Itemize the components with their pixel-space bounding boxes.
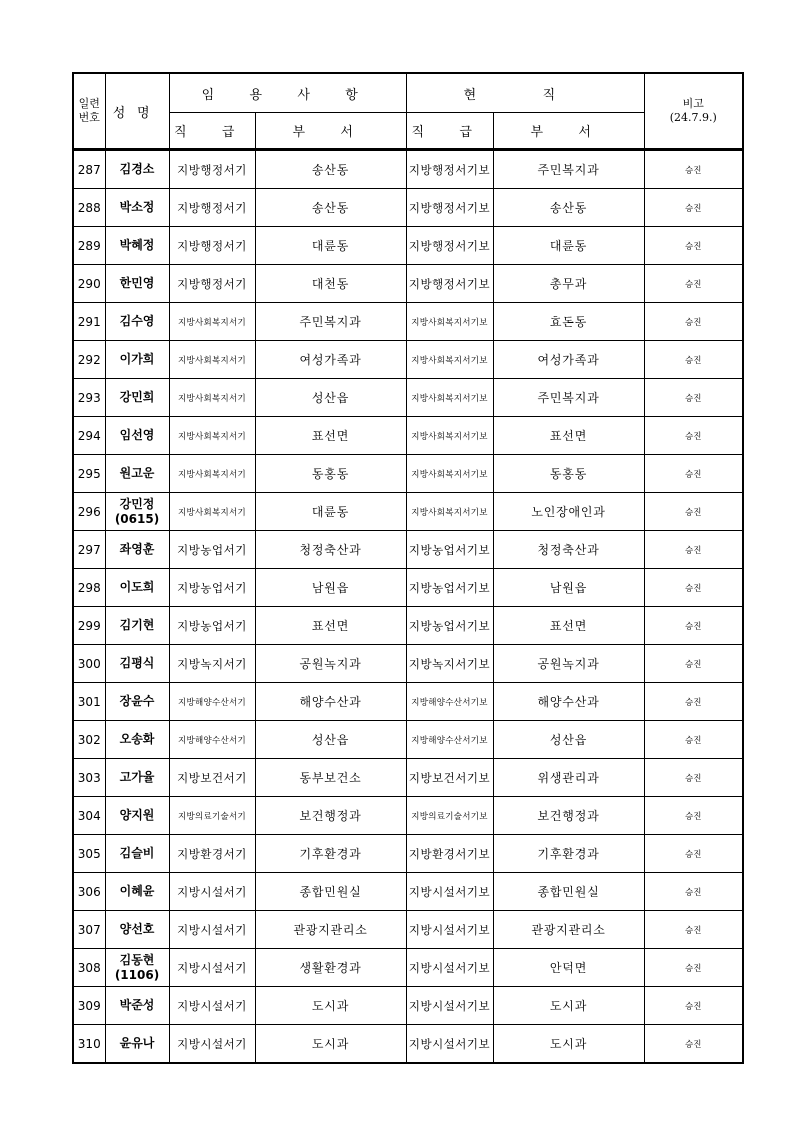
cell-cur-dept: 남원읍 xyxy=(493,569,644,607)
table-row xyxy=(73,607,743,645)
cell-new-dept: 청정축산과 xyxy=(255,531,406,569)
cell-cur-dept: 해양수산과 xyxy=(493,683,644,721)
cell-cur-dept: 기후환경과 xyxy=(493,835,644,873)
cell-cur-grade: 지방사회복지서기보 xyxy=(406,379,493,417)
table-row xyxy=(73,189,743,227)
cell-cur-grade: 지방환경서기보 xyxy=(406,835,493,873)
cell-note: 승진 xyxy=(644,607,743,645)
cell-serial: 306 xyxy=(73,873,105,911)
cell-new-dept: 기후환경과 xyxy=(255,835,406,873)
cell-cur-grade: 지방해양수산서기보 xyxy=(406,683,493,721)
table-row xyxy=(73,265,743,303)
cell-new-grade: 지방환경서기 xyxy=(169,835,255,873)
personnel-table xyxy=(72,72,744,1064)
cell-serial: 304 xyxy=(73,797,105,835)
cell-cur-dept: 청정축산과 xyxy=(493,531,644,569)
cell-cur-grade: 지방녹지서기보 xyxy=(406,645,493,683)
cell-name xyxy=(105,189,169,227)
cell-new-grade: 지방시설서기 xyxy=(169,911,255,949)
cell-note: 승진 xyxy=(644,683,743,721)
cell-note: 승진 xyxy=(644,873,743,911)
cell-serial: 297 xyxy=(73,531,105,569)
table-row xyxy=(73,987,743,1025)
cell-new-grade: 지방농업서기 xyxy=(169,569,255,607)
cell-note: 승진 xyxy=(644,341,743,379)
cell-cur-dept: 노인장애인과 xyxy=(493,493,644,531)
cell-note: 승진 xyxy=(644,227,743,265)
cell-name xyxy=(105,645,169,683)
cell-name xyxy=(105,303,169,341)
cell-serial: 289 xyxy=(73,227,105,265)
cell-serial: 309 xyxy=(73,987,105,1025)
cell-note: 승진 xyxy=(644,189,743,227)
cell-cur-grade: 지방시설서기보 xyxy=(406,911,493,949)
cell-new-dept: 종합민원실 xyxy=(255,873,406,911)
cell-cur-grade: 지방농업서기보 xyxy=(406,607,493,645)
cell-serial: 291 xyxy=(73,303,105,341)
name-text: 박소정 xyxy=(119,200,155,214)
cell-cur-grade: 지방시설서기보 xyxy=(406,949,493,987)
name-text: 양지원 xyxy=(119,808,155,822)
cell-name xyxy=(105,531,169,569)
table-row xyxy=(73,949,743,987)
cell-cur-grade: 지방사회복지서기보 xyxy=(406,341,493,379)
cell-new-dept: 관광지관리소 xyxy=(255,911,406,949)
cell-name xyxy=(105,721,169,759)
cell-cur-dept: 관광지관리소 xyxy=(493,911,644,949)
cell-serial: 308 xyxy=(73,949,105,987)
cell-name xyxy=(105,455,169,493)
cell-cur-dept: 성산읍 xyxy=(493,721,644,759)
cell-serial: 293 xyxy=(73,379,105,417)
cell-note: 승진 xyxy=(644,417,743,455)
cell-new-grade: 지방사회복지서기 xyxy=(169,379,255,417)
cell-cur-grade: 지방농업서기보 xyxy=(406,569,493,607)
cell-cur-dept: 주민복지과 xyxy=(493,151,644,189)
cell-name xyxy=(105,379,169,417)
cell-new-dept: 대천동 xyxy=(255,265,406,303)
cell-serial: 303 xyxy=(73,759,105,797)
name-text: 임선영 xyxy=(119,428,155,442)
cell-note: 승진 xyxy=(644,911,743,949)
table-row xyxy=(73,1025,743,1064)
cell-new-dept: 대륜동 xyxy=(255,227,406,265)
cell-name xyxy=(105,683,169,721)
cell-cur-grade: 지방시설서기보 xyxy=(406,873,493,911)
cell-name xyxy=(105,759,169,797)
table-row xyxy=(73,721,743,759)
cell-name xyxy=(105,341,169,379)
table-body xyxy=(73,149,743,1063)
cell-name xyxy=(105,835,169,873)
cell-new-dept: 송산동 xyxy=(255,189,406,227)
header-note xyxy=(644,73,743,149)
cell-note: 승진 xyxy=(644,797,743,835)
cell-cur-grade: 지방사회복지서기보 xyxy=(406,303,493,341)
name-text: 장윤수 xyxy=(119,694,155,708)
cell-serial: 301 xyxy=(73,683,105,721)
cell-note: 승진 xyxy=(644,949,743,987)
cell-note: 승진 xyxy=(644,531,743,569)
name-id-suffix: (0615) xyxy=(114,511,160,526)
cell-new-grade: 지방행정서기 xyxy=(169,189,255,227)
cell-note: 승진 xyxy=(644,987,743,1025)
cell-new-dept: 성산읍 xyxy=(255,721,406,759)
cell-new-grade: 지방행정서기 xyxy=(169,265,255,303)
name-text: 이가희 xyxy=(119,352,155,366)
header-cur-dept: 부 서 xyxy=(493,113,644,150)
cell-cur-dept: 총무과 xyxy=(493,265,644,303)
cell-note: 승진 xyxy=(644,721,743,759)
table-row xyxy=(73,379,743,417)
name-text: 김슬비 xyxy=(119,846,155,860)
name-text: 김기현 xyxy=(119,618,155,632)
cell-name xyxy=(105,911,169,949)
cell-serial: 310 xyxy=(73,1025,105,1064)
cell-cur-dept: 여성가족과 xyxy=(493,341,644,379)
cell-new-grade: 지방의료기술서기 xyxy=(169,797,255,835)
cell-new-dept: 성산읍 xyxy=(255,379,406,417)
cell-new-grade: 지방사회복지서기 xyxy=(169,303,255,341)
name-text: 김수영 xyxy=(119,314,155,328)
cell-serial: 305 xyxy=(73,835,105,873)
name-text: 김평식 xyxy=(119,656,155,670)
cell-new-dept: 표선면 xyxy=(255,417,406,455)
cell-serial: 295 xyxy=(73,455,105,493)
cell-note: 승진 xyxy=(644,645,743,683)
cell-new-grade: 지방사회복지서기 xyxy=(169,493,255,531)
cell-serial: 307 xyxy=(73,911,105,949)
cell-new-grade: 지방해양수산서기 xyxy=(169,721,255,759)
name-text: 원고운 xyxy=(119,466,155,480)
cell-new-grade: 지방보건서기 xyxy=(169,759,255,797)
cell-new-dept: 공원녹지과 xyxy=(255,645,406,683)
cell-new-dept: 생활환경과 xyxy=(255,949,406,987)
cell-name xyxy=(105,873,169,911)
cell-new-grade: 지방행정서기 xyxy=(169,227,255,265)
name-text: 강민정 xyxy=(119,496,155,511)
header-serial xyxy=(73,73,105,149)
cell-note: 승진 xyxy=(644,759,743,797)
header-name: 성명 xyxy=(105,73,169,149)
header-note-line2: (24.7.9.) xyxy=(669,111,717,124)
table-row xyxy=(73,493,743,531)
cell-cur-grade: 지방시설서기보 xyxy=(406,1025,493,1064)
cell-note: 승진 xyxy=(644,151,743,189)
table-row xyxy=(73,645,743,683)
cell-serial: 296 xyxy=(73,493,105,531)
table-row xyxy=(73,455,743,493)
name-text: 좌영훈 xyxy=(119,542,155,556)
cell-note: 승진 xyxy=(644,379,743,417)
cell-serial: 302 xyxy=(73,721,105,759)
cell-new-grade: 지방행정서기 xyxy=(169,151,255,189)
name-text: 박혜정 xyxy=(119,238,155,252)
cell-new-grade: 지방해양수산서기 xyxy=(169,683,255,721)
cell-cur-dept: 공원녹지과 xyxy=(493,645,644,683)
table-row xyxy=(73,151,743,189)
header-new-dept: 부 서 xyxy=(255,113,406,150)
table-row xyxy=(73,569,743,607)
cell-cur-grade: 지방시설서기보 xyxy=(406,987,493,1025)
cell-new-grade: 지방시설서기 xyxy=(169,873,255,911)
name-text: 양선호 xyxy=(119,922,155,936)
cell-new-grade: 지방사회복지서기 xyxy=(169,341,255,379)
cell-serial: 290 xyxy=(73,265,105,303)
cell-new-grade: 지방농업서기 xyxy=(169,531,255,569)
table-row xyxy=(73,835,743,873)
cell-new-dept: 남원읍 xyxy=(255,569,406,607)
cell-new-dept: 여성가족과 xyxy=(255,341,406,379)
header-appointment: 임 용 사 항 xyxy=(169,73,406,113)
name-text: 윤유나 xyxy=(119,1036,155,1050)
cell-name xyxy=(105,607,169,645)
cell-serial: 287 xyxy=(73,151,105,189)
cell-new-dept: 동부보건소 xyxy=(255,759,406,797)
cell-new-grade: 지방사회복지서기 xyxy=(169,417,255,455)
header-current: 현 직 xyxy=(406,73,644,113)
name-id-suffix: (1106) xyxy=(114,967,160,982)
cell-new-grade: 지방녹지서기 xyxy=(169,645,255,683)
cell-cur-grade: 지방의료기술서기보 xyxy=(406,797,493,835)
cell-note: 승진 xyxy=(644,835,743,873)
cell-cur-grade: 지방사회복지서기보 xyxy=(406,455,493,493)
cell-cur-dept: 송산동 xyxy=(493,189,644,227)
cell-new-dept: 송산동 xyxy=(255,151,406,189)
cell-new-dept: 도시과 xyxy=(255,987,406,1025)
table-row xyxy=(73,759,743,797)
name-text: 고가율 xyxy=(119,770,155,784)
cell-note: 승진 xyxy=(644,455,743,493)
name-text: 이혜윤 xyxy=(119,884,155,898)
cell-cur-grade: 지방사회복지서기보 xyxy=(406,493,493,531)
cell-new-dept: 표선면 xyxy=(255,607,406,645)
table-row xyxy=(73,531,743,569)
cell-cur-dept: 표선면 xyxy=(493,607,644,645)
name-text: 강민희 xyxy=(119,390,155,404)
cell-new-grade: 지방시설서기 xyxy=(169,949,255,987)
cell-new-dept: 보건행정과 xyxy=(255,797,406,835)
cell-cur-grade: 지방행정서기보 xyxy=(406,265,493,303)
name-text: 한민영 xyxy=(119,276,155,290)
cell-name xyxy=(105,987,169,1025)
cell-cur-grade: 지방해양수산서기보 xyxy=(406,721,493,759)
cell-name xyxy=(105,569,169,607)
cell-serial: 292 xyxy=(73,341,105,379)
cell-name xyxy=(105,1025,169,1064)
cell-name xyxy=(105,417,169,455)
cell-new-grade: 지방사회복지서기 xyxy=(169,455,255,493)
name-text: 김동현 xyxy=(119,952,155,967)
cell-cur-dept: 주민복지과 xyxy=(493,379,644,417)
cell-new-dept: 도시과 xyxy=(255,1025,406,1064)
table-row xyxy=(73,417,743,455)
cell-cur-dept: 도시과 xyxy=(493,987,644,1025)
cell-serial: 288 xyxy=(73,189,105,227)
table-row xyxy=(73,341,743,379)
cell-cur-grade: 지방농업서기보 xyxy=(406,531,493,569)
cell-cur-grade: 지방사회복지서기보 xyxy=(406,417,493,455)
table-row xyxy=(73,873,743,911)
cell-new-grade: 지방시설서기 xyxy=(169,987,255,1025)
cell-cur-grade: 지방행정서기보 xyxy=(406,151,493,189)
cell-name xyxy=(105,493,169,531)
cell-new-dept: 주민복지과 xyxy=(255,303,406,341)
table-row xyxy=(73,911,743,949)
cell-name xyxy=(105,265,169,303)
name-text: 박준성 xyxy=(119,998,155,1012)
table-row xyxy=(73,683,743,721)
cell-cur-dept: 위생관리과 xyxy=(493,759,644,797)
cell-new-dept: 대륜동 xyxy=(255,493,406,531)
cell-serial: 294 xyxy=(73,417,105,455)
cell-serial: 298 xyxy=(73,569,105,607)
cell-cur-dept: 안덕면 xyxy=(493,949,644,987)
cell-cur-dept: 도시과 xyxy=(493,1025,644,1064)
cell-serial: 299 xyxy=(73,607,105,645)
cell-cur-grade: 지방행정서기보 xyxy=(406,189,493,227)
cell-name xyxy=(105,949,169,987)
header-new-grade: 직 급 xyxy=(169,113,255,150)
cell-cur-dept: 효돈동 xyxy=(493,303,644,341)
cell-name xyxy=(105,797,169,835)
header-note-line1: 비고 xyxy=(682,97,704,110)
cell-name xyxy=(105,151,169,189)
cell-cur-grade: 지방보건서기보 xyxy=(406,759,493,797)
cell-note: 승진 xyxy=(644,265,743,303)
name-text: 김경소 xyxy=(119,162,155,176)
table-row xyxy=(73,303,743,341)
cell-note: 승진 xyxy=(644,569,743,607)
cell-name xyxy=(105,227,169,265)
cell-cur-dept: 종합민원실 xyxy=(493,873,644,911)
cell-cur-dept: 표선면 xyxy=(493,417,644,455)
cell-serial: 300 xyxy=(73,645,105,683)
table-row xyxy=(73,797,743,835)
cell-cur-dept: 보건행정과 xyxy=(493,797,644,835)
table-row xyxy=(73,227,743,265)
cell-new-grade: 지방시설서기 xyxy=(169,1025,255,1064)
header-serial-line1: 일련 xyxy=(78,97,100,110)
header-cur-grade: 직 급 xyxy=(406,113,493,150)
cell-note: 승진 xyxy=(644,1025,743,1064)
name-text: 오송화 xyxy=(119,732,155,746)
cell-note: 승진 xyxy=(644,303,743,341)
cell-cur-dept: 동홍동 xyxy=(493,455,644,493)
name-text: 이도희 xyxy=(119,580,155,594)
cell-new-dept: 해양수산과 xyxy=(255,683,406,721)
cell-cur-grade: 지방행정서기보 xyxy=(406,227,493,265)
cell-new-dept: 동홍동 xyxy=(255,455,406,493)
cell-cur-dept: 대륜동 xyxy=(493,227,644,265)
header-serial-line2: 번호 xyxy=(78,111,100,124)
cell-note: 승진 xyxy=(644,493,743,531)
cell-new-grade: 지방농업서기 xyxy=(169,607,255,645)
